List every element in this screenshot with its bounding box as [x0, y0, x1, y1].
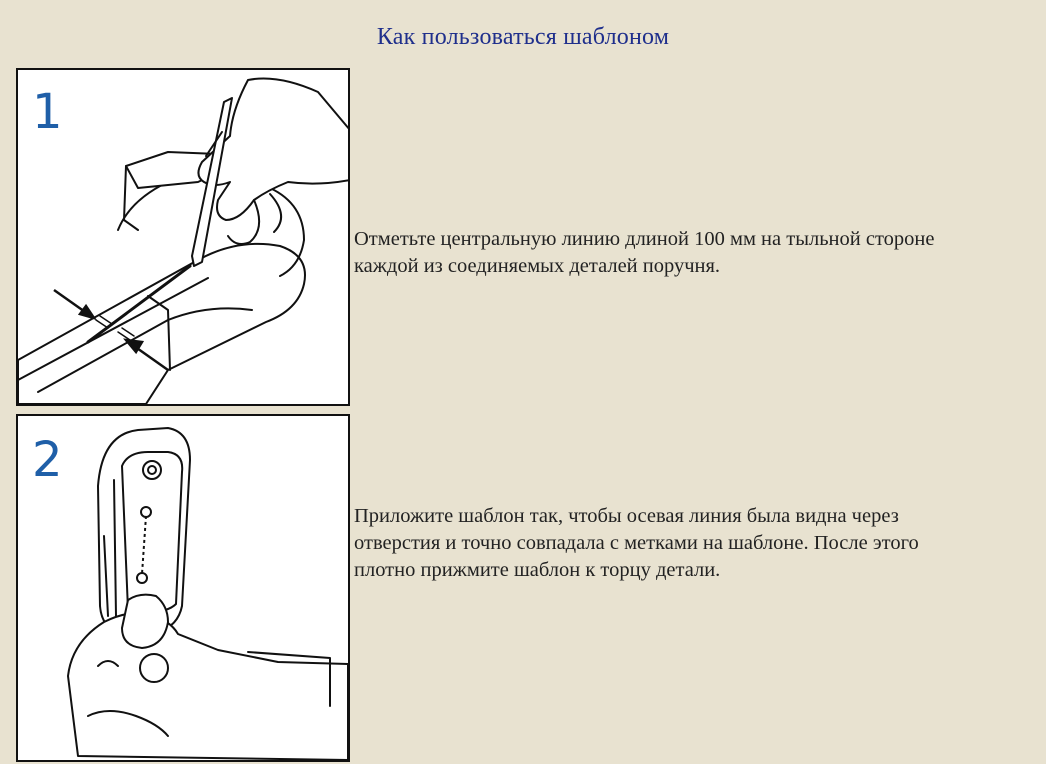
caption-line: отверстия и точно совпадала с метками на шаблоне. После этого [354, 532, 919, 554]
step-2-caption [354, 503, 1044, 584]
step-1-illustration [16, 68, 350, 406]
step-number: 1 [32, 84, 63, 140]
marking-center-line-drawing [18, 70, 348, 404]
step-1-caption [354, 226, 1044, 280]
step-number: 2 [32, 432, 63, 488]
caption-line: плотно прижмите шаблон к торцу детали. [354, 559, 721, 581]
caption-line: Приложите шаблон так, чтобы осевая линия была видна через [354, 505, 899, 527]
page-title: Как пользоваться шаблоном [376, 24, 670, 50]
step-2-illustration [16, 414, 350, 762]
caption-line: каждой из соединяемых деталей поручня. [354, 255, 721, 277]
caption-line: Отметьте центральную линию длиной 100 мм на тыльной стороне [354, 228, 935, 250]
applying-template-drawing [18, 416, 348, 760]
